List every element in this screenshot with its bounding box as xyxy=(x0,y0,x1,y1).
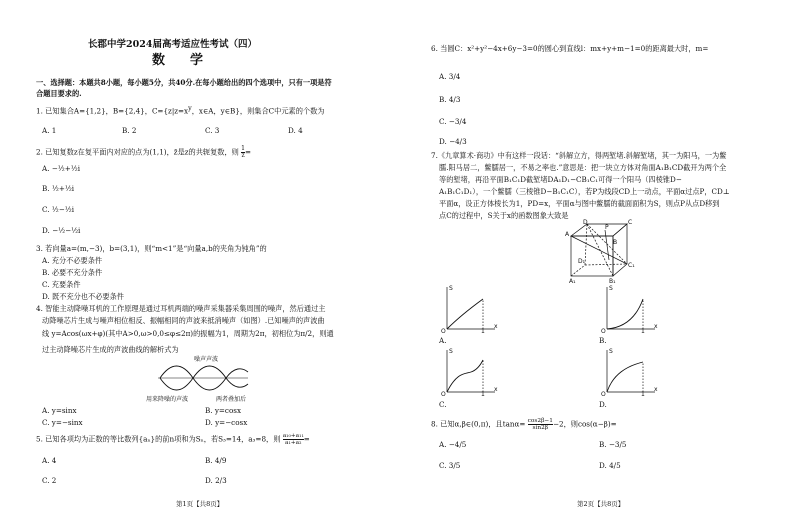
svg-text:x: x xyxy=(654,386,658,393)
svg-text:B: B xyxy=(613,239,618,246)
section-heading: 一、选择题：本题共8小题，每小题5分，共40分.在每小题给出的四个选项中，只有一项是符 xyxy=(36,78,332,87)
q4-label-sum: 两者叠加后 xyxy=(216,396,247,403)
svg-text:B₁: B₁ xyxy=(609,278,616,285)
svg-text:x: x xyxy=(494,386,498,393)
q4-option-d: D. y=−cosx xyxy=(205,418,248,427)
q7-graph-label-b: B. xyxy=(599,336,607,345)
q8-option-a: A. −4/5 xyxy=(439,440,467,449)
svg-text:x: x xyxy=(654,323,658,330)
q3-stem: 3. 若向量a=(m,−3)，b=(3,1)，则“m<1”是“向量a,b的夹角为钝角”的 xyxy=(36,244,267,253)
q1-option-b: B. 2 xyxy=(122,126,137,135)
q7-line5: 平面α，设正方体棱长为1，PD=x，平面α与图中鳖臑的截面面积为S，则点P从点D移到 xyxy=(439,199,720,208)
svg-text:x: x xyxy=(494,323,498,330)
q8-stem: 8. 已知α,β∈(0,π)，且tanα= $\frac{\cos 2\beta-1}{\sin 2\beta}$ −2，则cos(α−β)= xyxy=(431,418,617,431)
q5-option-d: D. 2/3 xyxy=(205,476,227,485)
q6-option-d: D. −4/3 xyxy=(439,137,467,146)
q4-label-cancel: 用来降噪的声波 xyxy=(146,396,189,403)
q3-option-d: D. 既不充分也不必要条件 xyxy=(42,292,124,301)
q6-stem: 6. 当圆C：x²+y²−4x+6y−3=0的圆心到直线l：mx+y+m−1=0的距离最大时，m= xyxy=(431,44,709,53)
svg-text:C₁: C₁ xyxy=(628,262,635,269)
footer-right: 第2页【共8页】 xyxy=(577,500,625,508)
exam-title: 长郡中学2024届高考适应性考试（四） xyxy=(88,39,257,50)
q5-option-a: A. 4 xyxy=(42,456,57,465)
q2-option-b: B. ½+½i xyxy=(42,184,75,193)
q4-option-b: B. y=cosx xyxy=(205,406,242,415)
section-heading-cont: 合题目要求的. xyxy=(36,89,82,98)
q4-wave-figure xyxy=(146,352,254,404)
svg-text:C: C xyxy=(628,219,633,226)
q7-line3: 等的堑堵，再沿平面B₁C₁D截堑堵DA₁D₁−CB₁C₁可得一个阳马（四棱锥D− xyxy=(439,175,682,184)
svg-text:O: O xyxy=(601,391,606,398)
svg-text:O: O xyxy=(601,328,606,335)
q5-stem: 5. 已知各项均为正数的等比数列{aₙ}的前n项和为Sₙ，若S₃=14，a₃=8，则 $\frac{\text{a₁₀+a₁₁}}{\text{a₁+a₂}}$ = xyxy=(36,433,310,446)
svg-text:S: S xyxy=(609,285,613,292)
q5-option-c: C. 2 xyxy=(42,476,57,485)
svg-text:O: O xyxy=(441,391,446,398)
q8-option-d: D. 4/5 xyxy=(599,461,621,470)
q4-line3: 线 y=Acos(ωx+φ)(其中A>0,ω>0,0≤φ≤2π)的振幅为1，周期为2π，初相位为π/2，则通 xyxy=(42,329,334,338)
q2-option-d: D. −½−½i xyxy=(42,226,81,235)
q4-line1: 4. 智能主动降噪耳机的工作原理是通过耳机两端的噪声采集器采集周围的噪声，然后通过主 xyxy=(36,304,326,313)
q7-line6: 点C的过程中，S关于x的函数图象大致是 xyxy=(439,211,569,220)
q1-option-a: A. 1 xyxy=(42,126,57,135)
svg-text:P: P xyxy=(605,224,609,231)
q3-option-b: B. 必要不充分条件 xyxy=(42,268,103,277)
q4-option-c: C. y=−sinx xyxy=(42,418,83,427)
q6-option-c: C. −3/4 xyxy=(439,117,467,126)
q7-cube-figure xyxy=(565,219,637,285)
svg-text:D: D xyxy=(583,219,588,226)
subject-title: 数 学 xyxy=(152,53,210,68)
q8-option-c: C. 3/5 xyxy=(439,461,461,470)
q7-graph-label-a: A. xyxy=(439,336,447,345)
q1-option-d: D. 4 xyxy=(288,126,303,135)
svg-text:1: 1 xyxy=(481,391,485,398)
q3-option-c: C. 充要条件 xyxy=(42,280,81,289)
svg-text:1: 1 xyxy=(641,328,645,335)
q7-graph-d xyxy=(599,348,659,396)
svg-text:D₁: D₁ xyxy=(578,258,586,265)
q7-line4: A₁B₁C₁D₁），一个鳖臑（三棱锥D−B₁C₁C），若P为线段CD上一动点，平面α过点P，CD⊥ xyxy=(439,187,730,196)
q2-option-c: C. ½−½i xyxy=(42,205,75,214)
q2-option-a: A. −½+½i xyxy=(42,164,81,173)
q6-option-b: B. 4/3 xyxy=(439,95,461,104)
q4-line2: 动降噪芯片生成与噪声相位相反、振幅相同的声波来抵消噪声（如图）.已知噪声的声波曲 xyxy=(42,316,325,325)
q4-label-noise: 噪声声波 xyxy=(194,356,219,363)
q1-option-c: C. 3 xyxy=(205,126,220,135)
q7-graph-c xyxy=(439,348,499,396)
svg-text:S: S xyxy=(449,285,453,292)
svg-text:1: 1 xyxy=(481,328,485,335)
right-page xyxy=(397,0,794,525)
svg-text:1: 1 xyxy=(641,391,645,398)
svg-text:A₁: A₁ xyxy=(569,278,576,285)
q7-graph-label-c: C. xyxy=(439,400,447,409)
q2-stem: 2. 已知复数z在复平面内对应的点为(1,1)，z̄是z的共轭复数，则 $\frac{1}{z̄}$ = xyxy=(36,145,252,159)
q3-option-a: A. 充分不必要条件 xyxy=(42,256,103,265)
svg-text:S: S xyxy=(609,348,613,355)
svg-text:O: O xyxy=(441,328,446,335)
q7-graph-label-d: D. xyxy=(599,400,607,409)
q1-stem: 1. 已知集合A={1,2}，B={2,4}，$C=\{z|z=x^y$，x∈A，y∈B}，则集合C中元素的个数为 xyxy=(36,104,325,116)
q7-graph-b xyxy=(599,285,659,333)
q7-graph-a xyxy=(439,285,499,333)
q4-option-a: A. y=sinx xyxy=(42,406,77,415)
q6-option-a: A. 3/4 xyxy=(439,72,461,81)
q4-line4: 过主动降噪芯片生成的声波曲线的解析式为 xyxy=(42,345,179,354)
q8-option-b: B. −3/5 xyxy=(599,440,627,449)
footer-left: 第1页【共8页】 xyxy=(176,500,224,508)
q5-option-b: B. 4/9 xyxy=(205,456,227,465)
svg-text:A: A xyxy=(565,231,570,238)
svg-text:S: S xyxy=(449,348,453,355)
q7-line1: 7.《九章算术·商功》中有这样一段话：“斜解立方，得两堑堵.斜解堑堵，其一为阳马，一为鳖 xyxy=(431,151,727,160)
q7-line2: 臑.阳马居二，鳖臑居一，不易之率也.”意思是：把一块立方体对角面A₁B₁CD截开为两个全 xyxy=(439,163,727,172)
